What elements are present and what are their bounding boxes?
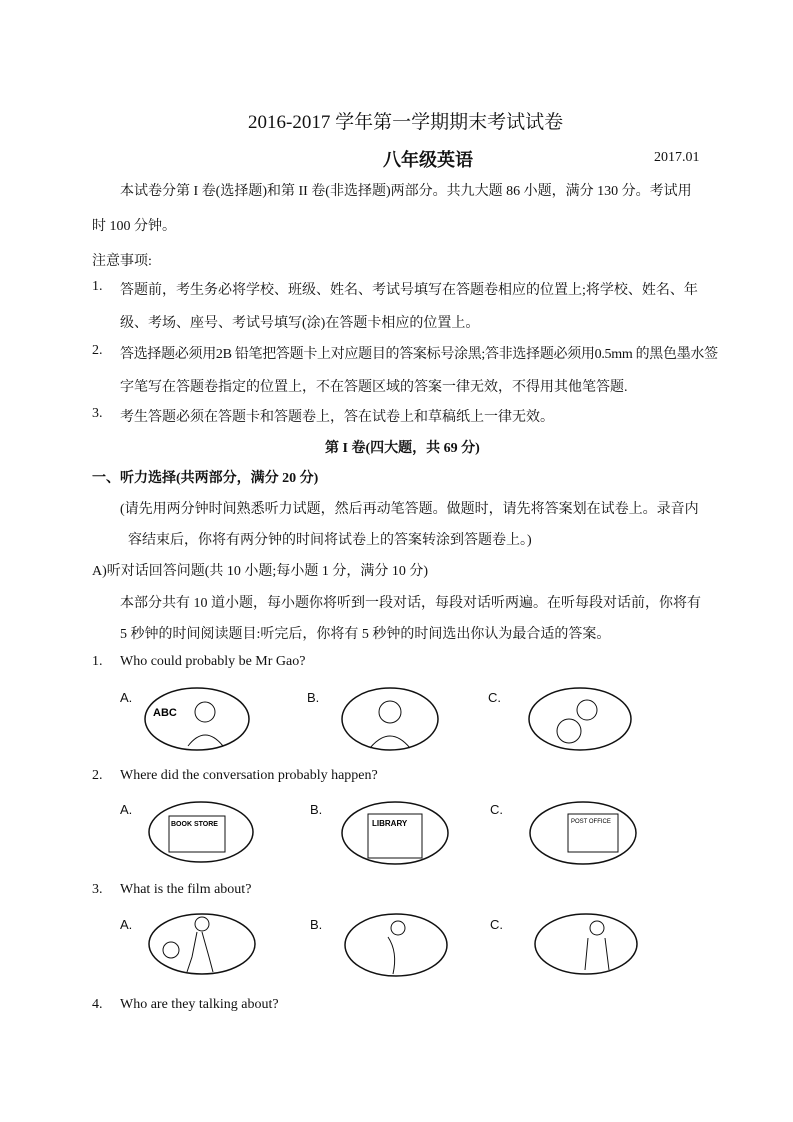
- note-text: 答题前，考生务必将学校、班级、姓名、考试号填写在答题卷相应的位置上;将学校、姓名、年: [120, 283, 698, 298]
- option-label: A.: [120, 917, 133, 932]
- note-text: 答选择题必须用2B 铅笔把答题卡上对应题目的答案标号涂黑;答非选择题必须用0.5mm 的黑色墨水签: [120, 347, 718, 362]
- singer-picture: [343, 912, 449, 978]
- note-number: 2.: [92, 343, 103, 358]
- question-number: 3.: [92, 882, 103, 897]
- note-text: 考生答题必须在答题卡和答题卷上，答在试卷上和草稿纸上一律无效。: [120, 410, 554, 425]
- exam-title: 2016-2017 学年第一学期期末考试试卷: [248, 112, 564, 133]
- partA-instructions: 5 秒钟的时间阅读题目:听完后，你将有 5 秒钟的时间选出你认为最合适的答案。: [120, 627, 611, 642]
- section1-instructions: 容结束后，你将有两分钟的时间将试卷上的答案转涂到答题卷上。): [128, 533, 532, 548]
- svg-text:BOOK STORE: BOOK STORE: [171, 821, 218, 828]
- bookstore-picture: [147, 800, 255, 864]
- note-text: 字笔写在答题卷指定的位置上，不在答题区域的答案一律无效，不得用其他笔答题.: [120, 380, 628, 395]
- section1-instructions: (请先用两分钟时间熟悉听力试题，然后再动笔答题。做题时，请先将答案划在试卷上。录音内: [120, 502, 699, 517]
- post-office-picture: [528, 800, 638, 866]
- option-label: B.: [310, 802, 323, 817]
- library-picture: [340, 800, 450, 866]
- option-label: B.: [307, 690, 320, 705]
- option-label: A.: [120, 802, 133, 817]
- option-label: C.: [490, 802, 503, 817]
- question-number: 2.: [92, 768, 103, 783]
- intro-line: 本试卷分第 I 卷(选择题)和第 II 卷(非选择题)两部分。共九大题 86 小题，满分 130 分。考试用: [120, 184, 692, 199]
- option-label: C.: [488, 690, 501, 705]
- svg-text:POST OFFICE: POST OFFICE: [571, 819, 611, 825]
- option-label: B.: [310, 917, 323, 932]
- note-number: 3.: [92, 406, 103, 421]
- scientist-picture: [533, 912, 639, 976]
- question-text: Where did the conversation probably happen?: [120, 768, 378, 783]
- svg-text:LIBRARY: LIBRARY: [372, 819, 408, 828]
- question-text: What is the film about?: [120, 882, 252, 897]
- basketball-picture: [147, 912, 257, 976]
- teacher-picture: [143, 686, 251, 752]
- option-label: C.: [490, 917, 503, 932]
- question-text: Who are they talking about?: [120, 997, 279, 1012]
- nurse-picture: [340, 686, 440, 752]
- exam-date: 2017.01: [654, 150, 700, 165]
- notes-heading: 注意事项:: [92, 254, 152, 269]
- question-number: 1.: [92, 654, 103, 669]
- question-text: Who could probably be Mr Gao?: [120, 654, 306, 669]
- part1-heading: 第 I 卷(四大题，共 69 分): [325, 441, 480, 456]
- svg-text:ABC: ABC: [153, 707, 177, 719]
- note-text: 级、考场、座号、考试号填写(涂)在答题卡相应的位置上。: [120, 316, 480, 331]
- question-number: 4.: [92, 997, 103, 1012]
- note-number: 1.: [92, 279, 103, 294]
- section1-heading: 一、听力选择(共两部分，满分 20 分): [92, 471, 319, 486]
- driver-picture: [527, 686, 633, 752]
- exam-subtitle: 八年级英语: [383, 150, 473, 170]
- option-label: A.: [120, 690, 133, 705]
- intro-line: 时 100 分钟。: [92, 219, 176, 234]
- partA-heading: A)听对话回答问题(共 10 小题;每小题 1 分，满分 10 分): [92, 564, 428, 579]
- partA-instructions: 本部分共有 10 道小题，每小题你将听到一段对话，每段对话听两遍。在听每段对话前，你将有: [120, 596, 701, 611]
